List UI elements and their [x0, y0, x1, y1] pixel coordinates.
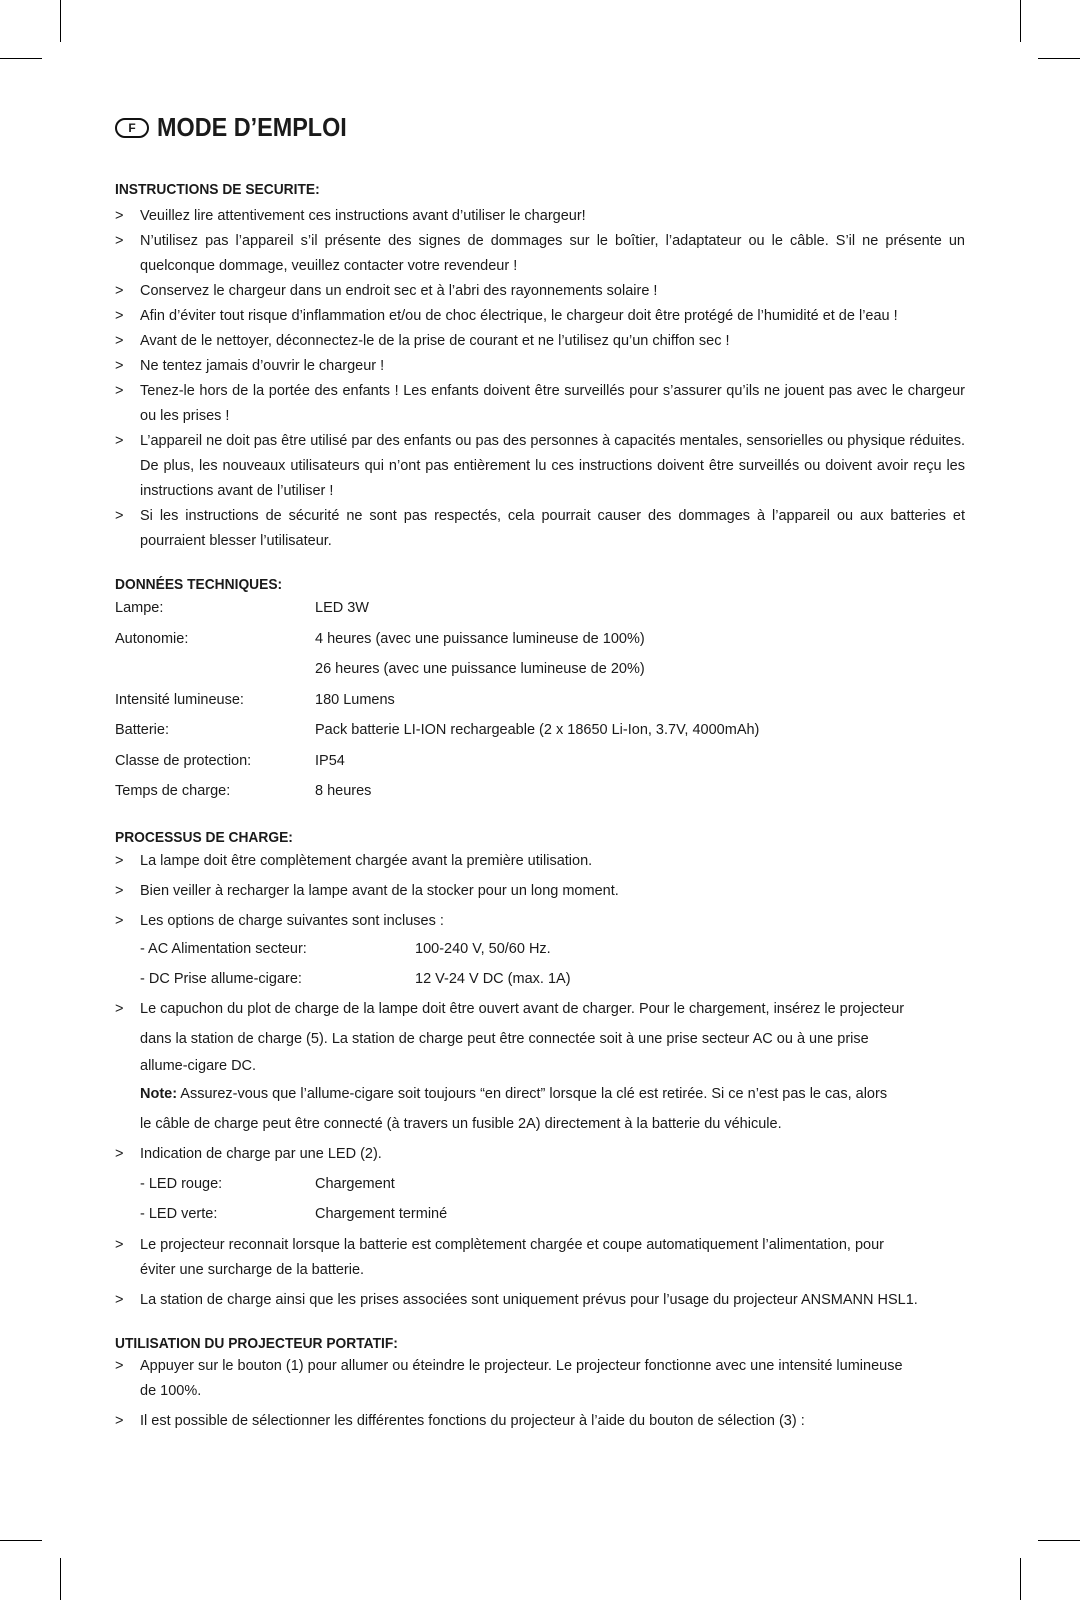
led-row	[115, 1169, 965, 1199]
list-item-text: Indication de charge par une LED (2).	[140, 1145, 382, 1162]
spec-value: 8 heures	[315, 783, 372, 800]
bullet-arrow: >	[115, 383, 124, 399]
list-item-text: Si les instructions de sécurité ne sont pas respectés, cela pourrait causer des dommages à l’appareil ou aux batteries et pourraient blesser l’utilisateur.	[140, 508, 965, 549]
bullet-arrow: >	[115, 358, 124, 374]
list-item-text: Avant de le nettoyer, déconnectez-le de la prise de courant et ne l’utilisez qu’un chiffon sec !	[140, 333, 730, 349]
bullet-arrow: >	[115, 1291, 124, 1308]
safety-list	[115, 204, 965, 554]
note-label: Note:	[140, 1085, 178, 1102]
note-line: le câble de charge peut être connecté (à travers un fusible 2A) directement à la batterie du véhicule.	[140, 1115, 782, 1132]
bullet-arrow: >	[115, 1236, 124, 1253]
led-value: Chargement terminé	[315, 1205, 448, 1222]
charge-option-label: - DC Prise allume-cigare:	[140, 970, 302, 987]
charge-option-label: - AC Alimentation secteur:	[140, 940, 307, 957]
spec-value: 180 Lumens	[315, 691, 395, 708]
crop-mark-top-left-vertical	[60, 0, 61, 42]
list-item	[115, 1288, 965, 1313]
list-item	[115, 379, 965, 429]
charging-list-cont	[115, 994, 965, 1024]
led-label: - LED verte:	[140, 1205, 218, 1222]
list-item-text: N’utilisez pas l’appareil s’il présente des signes de dommages sur le boîtier, l’adaptateur ou le câble. S’il ne présente un quelconque dommage, veuillez contacter votre revendeur !	[140, 233, 965, 274]
table-row	[115, 593, 759, 624]
led-value: Chargement	[315, 1175, 395, 1192]
list-item	[115, 279, 965, 304]
bullet-arrow: >	[115, 912, 124, 929]
bullet-arrow: >	[115, 208, 124, 224]
list-item-text: Appuyer sur le bouton (1) pour allumer ou éteindre le projecteur. Le projecteur fonctionne avec une intensité lumineuse de 100%.	[140, 1357, 903, 1399]
list-item-text: Veuillez lire attentivement ces instructions avant d’utiliser le chargeur!	[140, 208, 586, 224]
list-item-text: L’appareil ne doit pas être utilisé par des enfants ou pas des personnes à capacités mentales, sensorielles ou physique réduites. De plus, les nouveaux utilisateurs qui n’ont pas entièrement lu ces instructions doivent être surveillés ou doivent avoir reçu les instructions avant de l’utiliser !	[140, 433, 965, 499]
list-item	[115, 879, 965, 904]
list-item	[115, 354, 965, 379]
section-heading-safety: INSTRUCTIONS DE SECURITE:	[115, 181, 320, 198]
bullet-arrow: >	[115, 233, 124, 249]
bullet-arrow: >	[115, 882, 124, 899]
list-item-text: Bien veiller à recharger la lampe avant de la stocker pour un long moment.	[140, 882, 619, 899]
usage-section	[115, 1335, 965, 1434]
bullet-arrow: >	[115, 333, 124, 349]
note-text: Assurez-vous que l’allume-cigare soit toujours “en direct” lorsque la clé est retirée. Si ce n’est pas le cas, alors	[177, 1085, 888, 1102]
crop-mark-top-left-horizontal	[0, 58, 42, 59]
list-item-text: Afin d’éviter tout risque d’inflammation et/ou de choc électrique, le chargeur doit être protégé de l’humidité et de l’eau !	[140, 308, 898, 324]
list-item-text: Conservez le chargeur dans un endroit sec et à l’abri des rayonnements solaire !	[140, 283, 658, 299]
list-item-text: La station de charge ainsi que les prises associées sont uniquement prévus pour l’usage du projecteur ANSMANN HSL1.	[140, 1291, 918, 1308]
bullet-arrow: >	[115, 1412, 124, 1429]
charging-list-end	[115, 1233, 965, 1313]
table-row	[115, 654, 759, 685]
bullet-arrow: >	[115, 433, 124, 449]
led-row	[115, 1199, 965, 1229]
bullet-arrow: >	[115, 283, 124, 299]
section-heading-charging: PROCESSUS DE CHARGE:	[115, 828, 293, 846]
charge-option-row	[115, 964, 965, 994]
bullet-arrow: >	[115, 308, 124, 324]
list-item	[115, 329, 965, 354]
list-item	[115, 1354, 965, 1404]
crop-mark-bottom-right-vertical	[1020, 1558, 1021, 1600]
page-title: MODE D’EMPLOI	[157, 112, 347, 142]
bullet-arrow: >	[115, 1000, 124, 1017]
spec-label: Intensité lumineuse:	[115, 691, 244, 708]
list-item	[115, 849, 965, 874]
safety-section	[115, 181, 965, 554]
list-item	[115, 1409, 965, 1434]
spec-value: 4 heures (avec une puissance lumineuse de 100%)	[315, 630, 645, 647]
spec-value: IP54	[315, 752, 345, 769]
crop-mark-top-right-vertical	[1020, 0, 1021, 42]
spec-value: 26 heures (avec une puissance lumineuse de 20%)	[315, 661, 645, 678]
list-item	[115, 229, 965, 279]
list-item	[115, 429, 965, 504]
table-row	[115, 685, 759, 716]
spec-label: Batterie:	[115, 722, 169, 739]
bullet-arrow: >	[115, 1145, 124, 1162]
list-item-text: Il est possible de sélectionner les différentes fonctions du projecteur à l’aide du bouton de sélection (3) :	[140, 1412, 805, 1429]
list-item-continuation: dans la station de charge (5). La station de charge peut être connectée soit à une prise secteur AC ou à une prise	[140, 1030, 869, 1047]
charging-list-led	[115, 1139, 965, 1169]
section-heading-technical: DONNÉES TECHNIQUES:	[115, 576, 283, 593]
bullet-arrow: >	[115, 852, 124, 869]
spec-label: Lampe:	[115, 600, 164, 617]
crop-mark-bottom-left-horizontal	[0, 1540, 42, 1541]
spec-table	[115, 593, 759, 807]
spec-label: Classe de protection:	[115, 752, 252, 769]
list-item	[115, 909, 965, 934]
charging-section	[115, 829, 965, 1313]
list-item-text: Le capuchon du plot de charge de la lampe doit être ouvert avant de charger. Pour le chargement, insérez le projecteur	[140, 1000, 905, 1017]
spec-value: LED 3W	[315, 600, 369, 617]
crop-mark-bottom-left-vertical	[60, 1558, 61, 1600]
technical-section	[115, 576, 965, 807]
led-label: - LED rouge:	[140, 1175, 223, 1192]
list-item	[115, 304, 965, 329]
language-badge-icon: F	[115, 118, 149, 138]
section-heading-usage: UTILISATION DU PROJECTEUR PORTATIF:	[115, 1334, 398, 1352]
list-item-text: Tenez-le hors de la portée des enfants ! Les enfants doivent être surveillés pour s’assurer qu’ils ne jouent pas avec le chargeur ou les prises !	[140, 383, 965, 424]
bullet-arrow: >	[115, 1357, 124, 1374]
table-row	[115, 624, 759, 655]
spec-label: Autonomie:	[115, 630, 189, 647]
spec-label	[115, 654, 315, 685]
list-item-text: Les options de charge suivantes sont incluses :	[140, 912, 444, 929]
list-item-text: La lampe doit être complètement chargée avant la première utilisation.	[140, 852, 593, 869]
list-item	[115, 204, 965, 229]
table-row	[115, 715, 759, 746]
list-item	[115, 1139, 965, 1169]
bullet-arrow: >	[115, 508, 124, 524]
table-row	[115, 746, 759, 777]
list-item	[115, 994, 965, 1024]
manual-page	[115, 112, 965, 1456]
list-item-continuation: allume-cigare DC.	[140, 1057, 257, 1074]
list-item-text: Ne tentez jamais d’ouvrir le chargeur !	[140, 358, 385, 374]
usage-list	[115, 1354, 965, 1434]
note-line	[115, 1079, 965, 1109]
crop-mark-top-right-horizontal	[1038, 58, 1080, 59]
list-item-text: Le projecteur reconnait lorsque la batterie est complètement chargée et coupe automatiquement l’alimentation, pour éviter une surcharge de la batterie.	[140, 1236, 884, 1278]
charge-option-value: 100-240 V, 50/60 Hz.	[415, 940, 551, 957]
charge-option-row	[115, 934, 965, 964]
crop-mark-bottom-right-horizontal	[1038, 1540, 1080, 1541]
title-row	[115, 112, 965, 143]
charge-option-value: 12 V-24 V DC (max. 1A)	[415, 970, 571, 987]
table-row	[115, 776, 759, 807]
spec-label: Temps de charge:	[115, 783, 231, 800]
list-item	[115, 1233, 965, 1283]
spec-value: Pack batterie LI-ION rechargeable (2 x 18650 Li-Ion, 3.7V, 4000mAh)	[315, 722, 760, 739]
charging-list	[115, 849, 965, 934]
list-item	[115, 504, 965, 554]
